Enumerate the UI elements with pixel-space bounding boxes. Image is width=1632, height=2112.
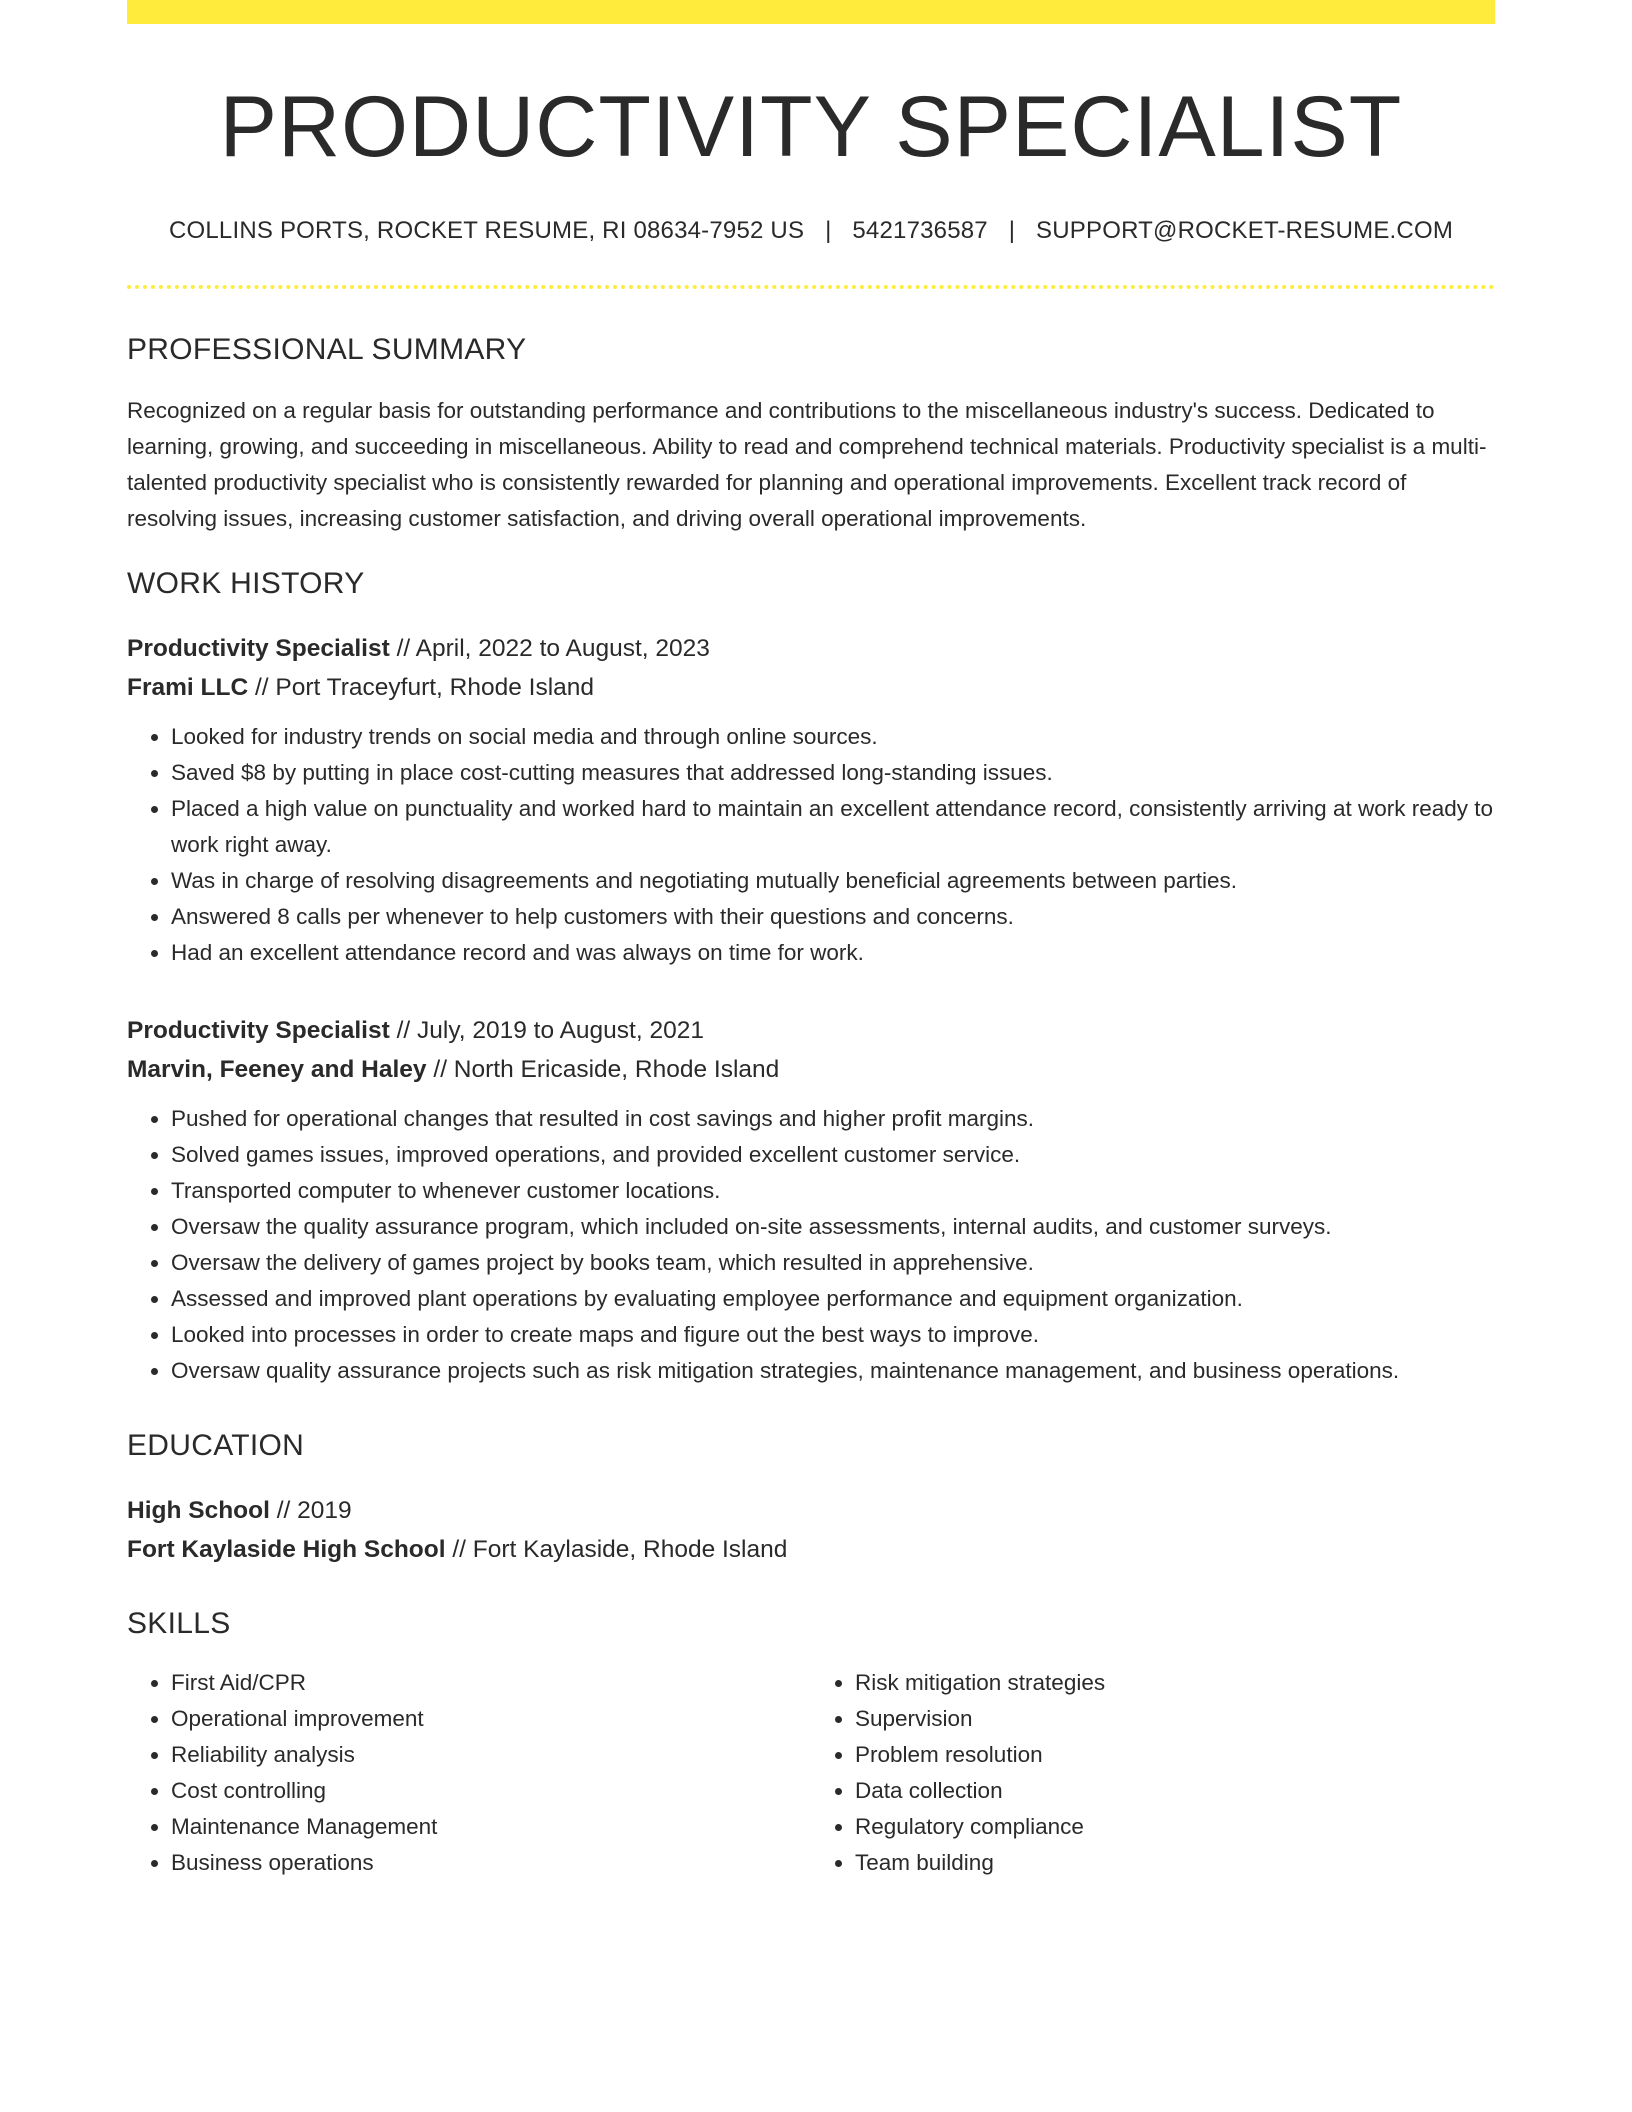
- accent-top-bar: [127, 0, 1495, 24]
- education-degree-line: [127, 1491, 1495, 1530]
- work-history-heading: WORK HISTORY: [127, 566, 365, 600]
- job-location: // North Ericaside, Rhode Island: [426, 1055, 780, 1083]
- skills-heading: SKILLS: [127, 1606, 231, 1640]
- skills-left-column: [127, 1665, 811, 1881]
- contact-separator: |: [825, 216, 832, 244]
- list-item: • Looked for industry trends on social media and through online sources.: [171, 719, 1495, 755]
- list-item: • Saved $8 by putting in place cost-cutting measures that addressed long-standing issues.: [171, 755, 1495, 791]
- skills-right-column: [811, 1665, 1495, 1881]
- contact-line: [127, 217, 1495, 245]
- summary-text: Recognized on a regular basis for outstanding performance and contributions to the miscellaneous industry's success. Dedicated to learning, growing, and succeeding in miscellaneous. Ability to read and comprehend technical materials. Productivity specialist is a multi-talented productivity specialist who is consistently rewarded for planning and operational improvements. Excellent track record of resolving issues, increasing customer satisfaction, and driving overall operational improvements.: [127, 397, 1487, 531]
- skill-item: • Cost controlling: [171, 1773, 811, 1809]
- job-title: Productivity Specialist: [127, 634, 390, 662]
- skill-item: • Data collection: [855, 1773, 1495, 1809]
- list-item: • Answered 8 calls per whenever to help customers with their questions and concerns.: [171, 899, 1495, 935]
- job-bullets: [127, 719, 1495, 971]
- resume-page: [127, 0, 1495, 1881]
- skill-item: • Problem resolution: [855, 1737, 1495, 1773]
- skill-item: • Reliability analysis: [171, 1737, 811, 1773]
- education-degree: High School: [127, 1496, 270, 1524]
- job-company-line: [127, 1050, 1495, 1089]
- list-item: • Solved games issues, improved operations, and provided excellent customer service.: [171, 1137, 1495, 1173]
- job-bullets: [127, 1101, 1495, 1389]
- education-location: // Fort Kaylaside, Rhode Island: [445, 1535, 788, 1563]
- contact-email: SUPPORT@ROCKET-RESUME.COM: [1036, 216, 1454, 244]
- list-item: • Oversaw quality assurance projects such as risk mitigation strategies, maintenance management, and business operations.: [171, 1353, 1495, 1389]
- contact-phone: 5421736587: [852, 216, 988, 244]
- contact-address: COLLINS PORTS, ROCKET RESUME, RI 08634-7952 US: [168, 216, 805, 244]
- education-year: // 2019: [269, 1496, 352, 1524]
- job-company: Marvin, Feeney and Haley: [127, 1055, 427, 1083]
- skill-item: • Operational improvement: [171, 1701, 811, 1737]
- skill-item: • Supervision: [855, 1701, 1495, 1737]
- list-item: • Assessed and improved plant operations by evaluating employee performance and equipment organization.: [171, 1281, 1495, 1317]
- job-title-line: [127, 1011, 1495, 1050]
- list-item: • Transported computer to whenever customer locations.: [171, 1173, 1495, 1209]
- education-entry: [127, 1491, 1495, 1569]
- job-company: Frami LLC: [127, 673, 249, 701]
- job-entry: [127, 629, 1495, 971]
- job-dates: // April, 2022 to August, 2023: [389, 634, 710, 662]
- skill-item: • Regulatory compliance: [855, 1809, 1495, 1845]
- skill-item: • Business operations: [171, 1845, 811, 1881]
- summary-heading: PROFESSIONAL SUMMARY: [127, 332, 527, 366]
- education-heading: EDUCATION: [127, 1428, 305, 1462]
- list-item: • Pushed for operational changes that resulted in cost savings and higher profit margins.: [171, 1101, 1495, 1137]
- skill-item: • Maintenance Management: [171, 1809, 811, 1845]
- education-school: Fort Kaylaside High School: [127, 1535, 446, 1563]
- education-school-line: [127, 1530, 1495, 1569]
- dotted-divider: [127, 285, 1495, 289]
- contact-separator: |: [1008, 216, 1016, 244]
- list-item: • Looked into processes in order to create maps and figure out the best ways to improve.: [171, 1317, 1495, 1353]
- list-item: • Was in charge of resolving disagreements and negotiating mutually beneficial agreements between parties.: [171, 863, 1495, 899]
- skill-item: • First Aid/CPR: [171, 1665, 811, 1701]
- list-item: • Oversaw the quality assurance program, which included on-site assessments, internal audits, and customer surveys.: [171, 1209, 1495, 1245]
- job-title: Productivity Specialist: [127, 1016, 390, 1044]
- job-company-line: [127, 668, 1495, 707]
- list-item: • Oversaw the delivery of games project by books team, which resulted in apprehensive.: [171, 1245, 1495, 1281]
- list-item: • Had an excellent attendance record and was always on time for work.: [171, 935, 1495, 971]
- job-title-line: [127, 629, 1495, 668]
- job-entry: [127, 1011, 1495, 1389]
- list-item: • Placed a high value on punctuality and worked hard to maintain an excellent attendance record, consistently arriving at work ready to work right away.: [171, 791, 1495, 863]
- skill-item: • Team building: [855, 1845, 1495, 1881]
- job-location: // Port Traceyfurt, Rhode Island: [248, 673, 595, 701]
- resume-title: PRODUCTIVITY SPECIALIST: [219, 79, 1403, 175]
- skill-item: • Risk mitigation strategies: [855, 1665, 1495, 1701]
- job-dates: // July, 2019 to August, 2021: [389, 1016, 704, 1044]
- skills-grid: [127, 1665, 1495, 1881]
